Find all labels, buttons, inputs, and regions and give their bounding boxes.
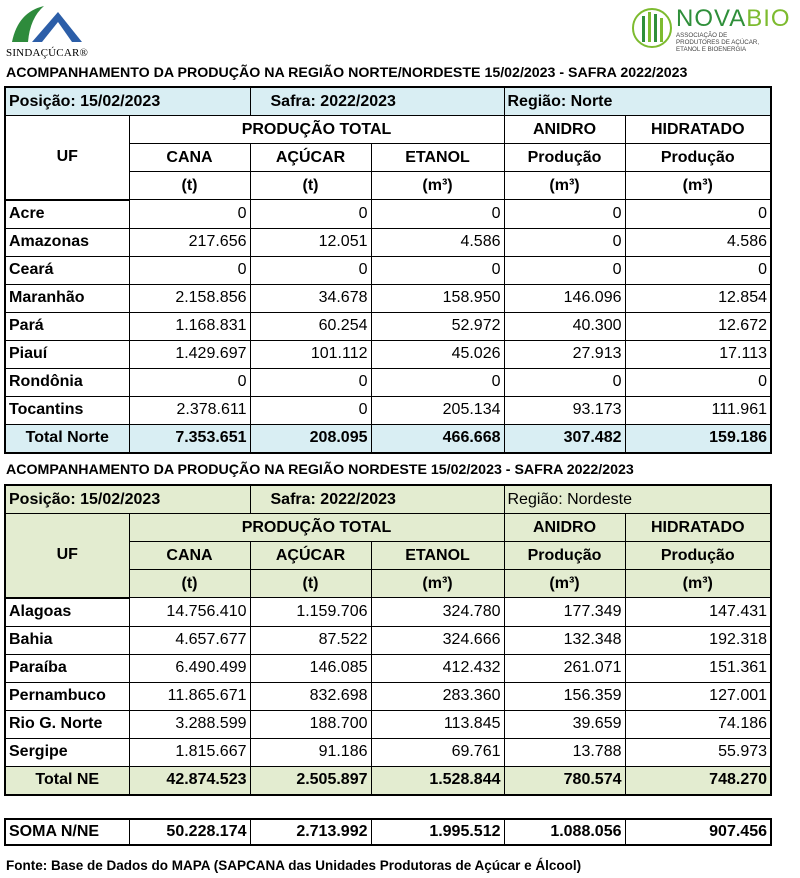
uf-cell: Rondônia [5,368,129,396]
anidro-cell: 0 [504,256,625,284]
hidratado-cell: 151.361 [625,654,771,682]
acucar-cell: 0 [250,256,371,284]
nordeste-uf-header: UF [5,514,129,598]
nordeste-etanol-unit: (m³) [371,570,504,598]
nordeste-regiao: Região: Nordeste [504,485,771,514]
nordeste-cana-header: CANA [129,542,250,570]
total-acucar: 208.095 [250,424,371,453]
norte-total-row [5,424,771,453]
acucar-cell: 0 [250,368,371,396]
table-row [5,284,771,312]
acucar-cell: 60.254 [250,312,371,340]
etanol-cell: 412.432 [371,654,504,682]
acucar-cell: 101.112 [250,340,371,368]
acucar-cell: 188.700 [250,710,371,738]
hidratado-cell: 0 [625,256,771,284]
acucar-cell: 0 [250,396,371,424]
cana-cell: 14.756.410 [129,598,250,627]
cana-cell: 2.378.611 [129,396,250,424]
uf-cell: Amazonas [5,228,129,256]
nordeste-anidro-unit: (m³) [504,570,625,598]
anidro-cell: 0 [504,200,625,229]
uf-cell: Acre [5,200,129,229]
acucar-cell: 91.186 [250,738,371,766]
uf-cell: Bahia [5,626,129,654]
norte-regiao: Região: Norte [504,87,771,116]
acucar-cell: 0 [250,200,371,229]
cana-cell: 1.168.831 [129,312,250,340]
uf-cell: Paraíba [5,654,129,682]
norte-header-row-1 [5,116,771,144]
soma-row [5,819,771,845]
anidro-cell: 0 [504,368,625,396]
norte-etanol-header: ETANOL [371,144,504,172]
norte-anidro-header: ANIDRO [504,116,625,144]
etanol-cell: 324.666 [371,626,504,654]
norte-hidratado-producao: Produção [625,144,771,172]
uf-cell: Alagoas [5,598,129,627]
norte-acucar-unit: (t) [250,172,371,200]
hidratado-cell: 127.001 [625,682,771,710]
total-anidro: 780.574 [504,766,625,795]
table-row [5,396,771,424]
etanol-cell: 0 [371,368,504,396]
soma-hidratado: 907.456 [625,819,771,845]
soma-cana: 50.228.174 [129,819,250,845]
acucar-cell: 12.051 [250,228,371,256]
table-row [5,256,771,284]
soma-acucar: 2.713.992 [250,819,371,845]
total-cana: 7.353.651 [129,424,250,453]
uf-cell: Tocantins [5,396,129,424]
nordeste-section-title: ACOMPANHAMENTO DA PRODUÇÃO NA REGIÃO NORDESTE 15/02/2023 - SAFRA 2022/2023 [6,462,634,478]
etanol-cell: 324.780 [371,598,504,627]
uf-cell: Pernambuco [5,682,129,710]
norte-posicao: Posição: 15/02/2023 [5,87,250,116]
total-label: Total NE [5,766,129,795]
source-note: Fonte: Base de Dados do MAPA (SAPCANA das Unidades Produtoras de Açúcar e Álcool) [6,858,582,873]
uf-cell: Ceará [5,256,129,284]
norte-etanol-unit: (m³) [371,172,504,200]
hidratado-cell: 12.854 [625,284,771,312]
etanol-cell: 69.761 [371,738,504,766]
cana-cell: 3.288.599 [129,710,250,738]
table-row [5,738,771,766]
sindacucar-logo-name: SINDAÇÚCAR® [6,47,89,59]
uf-cell: Pará [5,312,129,340]
nordeste-posicao: Posição: 15/02/2023 [5,485,250,514]
soma-table [4,818,772,846]
nordeste-position-row [5,485,771,514]
hidratado-cell: 4.586 [625,228,771,256]
norte-uf-header: UF [5,116,129,200]
soma-anidro: 1.088.056 [504,819,625,845]
table-row [5,682,771,710]
anidro-cell: 40.300 [504,312,625,340]
cana-cell: 2.158.856 [129,284,250,312]
hidratado-cell: 0 [625,368,771,396]
hidratado-cell: 17.113 [625,340,771,368]
etanol-cell: 4.586 [371,228,504,256]
total-label: Total Norte [5,424,129,453]
soma-label: SOMA N/NE [5,819,129,845]
hidratado-cell: 192.318 [625,626,771,654]
nordeste-anidro-header: ANIDRO [504,514,625,542]
cana-cell: 4.657.677 [129,626,250,654]
hidratado-cell: 147.431 [625,598,771,627]
cana-cell: 0 [129,368,250,396]
table-row [5,228,771,256]
total-hidratado: 748.270 [625,766,771,795]
table-row [5,340,771,368]
anidro-cell: 156.359 [504,682,625,710]
uf-cell: Maranhão [5,284,129,312]
acucar-cell: 146.085 [250,654,371,682]
anidro-cell: 13.788 [504,738,625,766]
etanol-cell: 283.360 [371,682,504,710]
etanol-cell: 158.950 [371,284,504,312]
table-row [5,654,771,682]
norte-safra: Safra: 2022/2023 [250,87,504,116]
anidro-cell: 0 [504,228,625,256]
nordeste-total-row [5,766,771,795]
anidro-cell: 93.173 [504,396,625,424]
table-row [5,710,771,738]
etanol-cell: 0 [371,200,504,229]
cana-cell: 0 [129,200,250,229]
total-etanol: 1.528.844 [371,766,504,795]
cana-cell: 1.815.667 [129,738,250,766]
norte-table [4,86,772,454]
total-hidratado: 159.186 [625,424,771,453]
hidratado-cell: 111.961 [625,396,771,424]
norte-cana-header: CANA [129,144,250,172]
norte-producao-total-header: PRODUÇÃO TOTAL [129,116,504,144]
nordeste-acucar-header: AÇÚCAR [250,542,371,570]
acucar-cell: 832.698 [250,682,371,710]
table-row [5,598,771,627]
cana-cell: 0 [129,256,250,284]
uf-cell: Rio G. Norte [5,710,129,738]
nordeste-acucar-unit: (t) [250,570,371,598]
novabio-brand [676,5,791,33]
nordeste-safra: Safra: 2022/2023 [250,485,504,514]
total-etanol: 466.668 [371,424,504,453]
table-row [5,200,771,229]
acucar-cell: 34.678 [250,284,371,312]
hidratado-cell: 74.186 [625,710,771,738]
nordeste-hidratado-unit: (m³) [625,570,771,598]
norte-anidro-unit: (m³) [504,172,625,200]
anidro-cell: 39.659 [504,710,625,738]
etanol-cell: 113.845 [371,710,504,738]
table-row [5,368,771,396]
total-anidro: 307.482 [504,424,625,453]
novabio-brand-part-b: BIO [746,5,791,32]
etanol-cell: 0 [371,256,504,284]
nordeste-hidratado-header: HIDRATADO [625,514,771,542]
nordeste-header-row-1 [5,514,771,542]
norte-hidratado-unit: (m³) [625,172,771,200]
total-cana: 42.874.523 [129,766,250,795]
uf-cell: Piauí [5,340,129,368]
total-acucar: 2.505.897 [250,766,371,795]
cana-cell: 11.865.671 [129,682,250,710]
anidro-cell: 177.349 [504,598,625,627]
hidratado-cell: 0 [625,200,771,229]
anidro-cell: 261.071 [504,654,625,682]
table-row [5,626,771,654]
norte-anidro-producao: Produção [504,144,625,172]
etanol-cell: 45.026 [371,340,504,368]
sindacucar-logo-mark-icon [8,2,84,46]
anidro-cell: 27.913 [504,340,625,368]
cana-cell: 217.656 [129,228,250,256]
soma-etanol: 1.995.512 [371,819,504,845]
acucar-cell: 1.159.706 [250,598,371,627]
hidratado-cell: 12.672 [625,312,771,340]
nordeste-producao-total-header: PRODUÇÃO TOTAL [129,514,504,542]
novabio-logo [632,4,791,56]
anidro-cell: 146.096 [504,284,625,312]
cana-cell: 6.490.499 [129,654,250,682]
novabio-leaf-icon [632,4,672,52]
table-row [5,312,771,340]
nordeste-cana-unit: (t) [129,570,250,598]
nordeste-hidratado-producao: Produção [625,542,771,570]
novabio-subtitle: ASSOCIAÇÃO DE PRODUTORES DE AÇÚCAR, ETANOL E BIOENERGIA [676,32,760,53]
norte-cana-unit: (t) [129,172,250,200]
norte-section-title: ACOMPANHAMENTO DA PRODUÇÃO NA REGIÃO NORTE/NORDESTE 15/02/2023 - SAFRA 2022/2023 [6,65,688,81]
cana-cell: 1.429.697 [129,340,250,368]
nordeste-table [4,484,772,796]
norte-hidratado-header: HIDRATADO [625,116,771,144]
acucar-cell: 87.522 [250,626,371,654]
norte-position-row [5,87,771,116]
anidro-cell: 132.348 [504,626,625,654]
norte-acucar-header: AÇÚCAR [250,144,371,172]
etanol-cell: 52.972 [371,312,504,340]
uf-cell: Sergipe [5,738,129,766]
hidratado-cell: 55.973 [625,738,771,766]
sindacucar-logo [6,2,89,62]
nordeste-anidro-producao: Produção [504,542,625,570]
nordeste-etanol-header: ETANOL [371,542,504,570]
novabio-brand-part-a: NOVA [676,5,747,32]
etanol-cell: 205.134 [371,396,504,424]
